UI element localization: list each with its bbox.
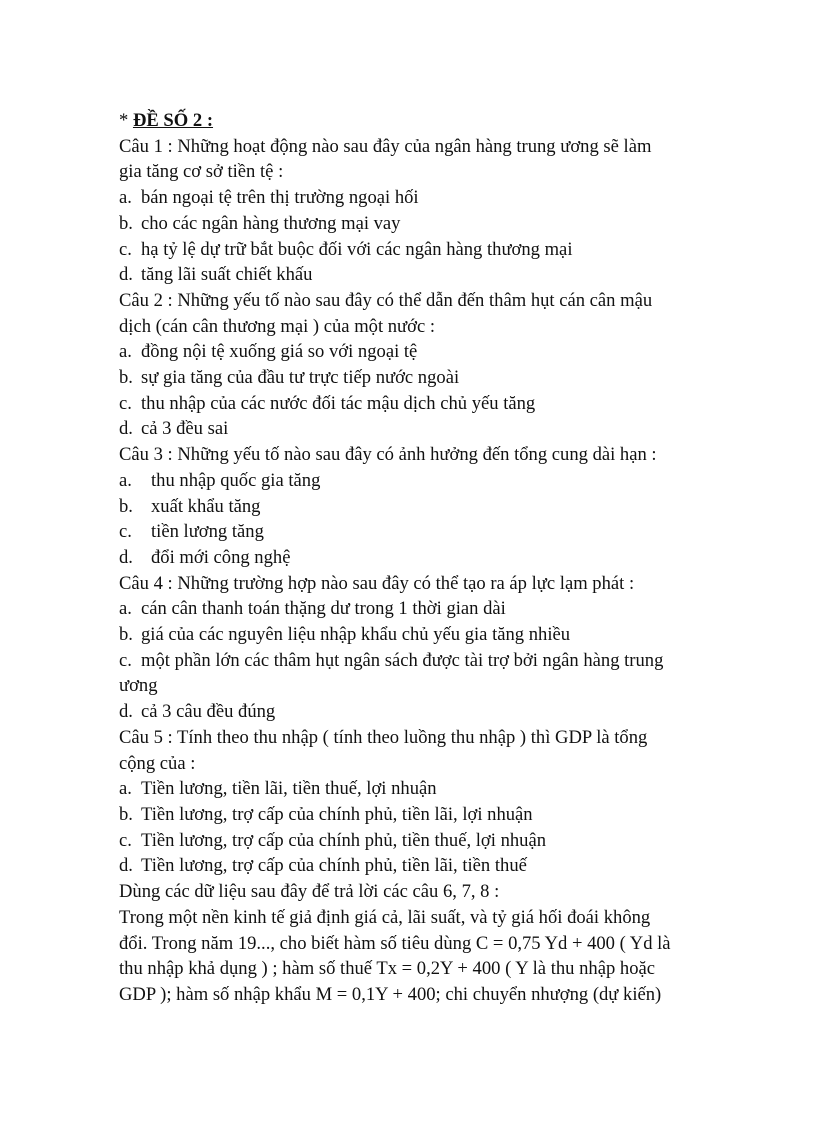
- option-text: bán ngoại tệ trên thị trường ngoại hối: [141, 187, 419, 209]
- option-label: c.: [119, 521, 132, 543]
- option-label: b.: [119, 624, 133, 646]
- option-label: c.: [119, 829, 132, 851]
- question-3: [119, 442, 719, 571]
- option-label: c.: [119, 238, 132, 260]
- answer-option-c: [119, 828, 719, 854]
- paragraph-line: đổi. Trong năm 19..., cho biết hàm số tiêu dùng C = 0,75 Yd + 400 ( Yd là: [119, 932, 671, 954]
- answer-option-d: [119, 699, 719, 725]
- question-stem: dịch (cán cân thương mại ) của một nước :: [119, 315, 436, 337]
- option-label: c.: [119, 392, 132, 414]
- option-text: đổi mới công nghệ: [151, 546, 291, 568]
- question-stem: gia tăng cơ sở tiền tệ :: [119, 161, 284, 183]
- option-label: b.: [119, 367, 133, 389]
- answer-option-d: [119, 262, 719, 288]
- answer-option-c: [119, 237, 719, 263]
- option-label: d.: [119, 701, 133, 723]
- answer-option-d: [119, 545, 719, 571]
- answer-option-c: [119, 519, 719, 545]
- option-text: Tiền lương, trợ cấp của chính phủ, tiền thuế, lợi nhuận: [141, 829, 547, 851]
- answer-option-d: [119, 416, 719, 442]
- option-label: a.: [119, 341, 132, 363]
- option-label: c.: [119, 649, 132, 671]
- question-4: [119, 571, 719, 725]
- option-text: đồng nội tệ xuống giá so với ngoại tệ: [141, 341, 418, 363]
- answer-option-d: [119, 853, 719, 879]
- option-text: sự gia tăng của đầu tư trực tiếp nước ngoài: [141, 367, 460, 389]
- answer-option-b: [119, 365, 719, 391]
- answer-option-c: [119, 391, 719, 417]
- option-text: tiền lương tăng: [151, 521, 264, 543]
- answer-option-a: [119, 596, 719, 622]
- question-2: [119, 288, 719, 442]
- option-text: Tiền lương, trợ cấp của chính phủ, tiền lãi, lợi nhuận: [141, 803, 533, 825]
- question-list: [119, 134, 719, 879]
- paragraph-line: Trong một nền kinh tế giả định giá cả, lãi suất, và tỷ giá hối đoái không: [119, 906, 651, 928]
- exam-page: [119, 108, 719, 1008]
- option-label: b.: [119, 212, 133, 234]
- option-text: tăng lãi suất chiết khấu: [141, 264, 313, 286]
- option-text: cả 3 đều sai: [141, 418, 229, 440]
- answer-option-a: [119, 185, 719, 211]
- option-text: cả 3 câu đều đúng: [141, 701, 276, 723]
- option-text: thu nhập của các nước đối tác mậu dịch chủ yếu tăng: [141, 392, 536, 414]
- option-text: Tiền lương, trợ cấp của chính phủ, tiền lãi, tiền thuế: [141, 855, 527, 877]
- question-5: [119, 725, 719, 879]
- answer-option-a: [119, 339, 719, 365]
- option-text: xuất khẩu tăng: [151, 495, 261, 517]
- option-text-continuation: ương: [119, 675, 158, 697]
- question-stem: Câu 4 : Những trường hợp nào sau đây có thể tạo ra áp lực lạm phát :: [119, 572, 635, 594]
- paragraph-line: GDP ); hàm số nhập khẩu M = 0,1Y + 400; chi chuyển nhượng (dự kiến): [119, 983, 662, 1005]
- option-label: a.: [119, 778, 132, 800]
- option-text: giá của các nguyên liệu nhập khẩu chủ yếu gia tăng nhiều: [141, 624, 571, 646]
- question-stem: Câu 2 : Những yếu tố nào sau đây có thể dẫn đến thâm hụt cán cân mậu: [119, 289, 653, 311]
- answer-option-a: [119, 468, 719, 494]
- option-label: a.: [119, 187, 132, 209]
- option-text: cán cân thanh toán thặng dư trong 1 thời gian dài: [141, 598, 506, 620]
- option-label: b.: [119, 803, 133, 825]
- option-label: b.: [119, 495, 133, 517]
- answer-option-b: [119, 494, 719, 520]
- question-stem: cộng của :: [119, 752, 196, 774]
- option-label: d.: [119, 418, 133, 440]
- answer-option-b: [119, 211, 719, 237]
- option-label: a.: [119, 469, 132, 491]
- question-stem: Câu 1 : Những hoạt động nào sau đây của ngân hàng trung ương sẽ làm: [119, 135, 652, 157]
- answer-option-a: [119, 776, 719, 802]
- answer-option-b: [119, 802, 719, 828]
- question-stem: Câu 3 : Những yếu tố nào sau đây có ảnh hưởng đến tổng cung dài hạn :: [119, 444, 657, 466]
- option-label: d.: [119, 855, 133, 877]
- answer-option-c: [119, 648, 719, 674]
- question-stem: Câu 5 : Tính theo thu nhập ( tính theo luồng thu nhập ) thì GDP là tổng: [119, 726, 648, 748]
- option-text: thu nhập quốc gia tăng: [151, 469, 321, 491]
- option-label: d.: [119, 264, 133, 286]
- exam-title: [119, 108, 719, 134]
- question-1: [119, 134, 719, 288]
- option-label: d.: [119, 546, 133, 568]
- option-text: Tiền lương, tiền lãi, tiền thuế, lợi nhuận: [141, 778, 437, 800]
- option-text: một phần lớn các thâm hụt ngân sách được tài trợ bởi ngân hàng trung: [141, 649, 664, 671]
- option-text: cho các ngân hàng thương mại vay: [141, 212, 401, 234]
- title-text: ĐỀ SỐ 2 :: [132, 110, 214, 131]
- answer-option-b: [119, 622, 719, 648]
- closing-paragraph: [119, 879, 719, 1008]
- option-label: a.: [119, 598, 132, 620]
- title-star: *: [119, 110, 133, 131]
- paragraph-line: Dùng các dữ liệu sau đây để trả lời các câu 6, 7, 8 :: [119, 881, 500, 903]
- paragraph-line: thu nhập khả dụng ) ; hàm số thuế Tx = 0,2Y + 400 ( Y là thu nhập hoặc: [119, 958, 655, 980]
- option-text: hạ tỷ lệ dự trữ bắt buộc đối với các ngân hàng thương mại: [141, 238, 573, 260]
